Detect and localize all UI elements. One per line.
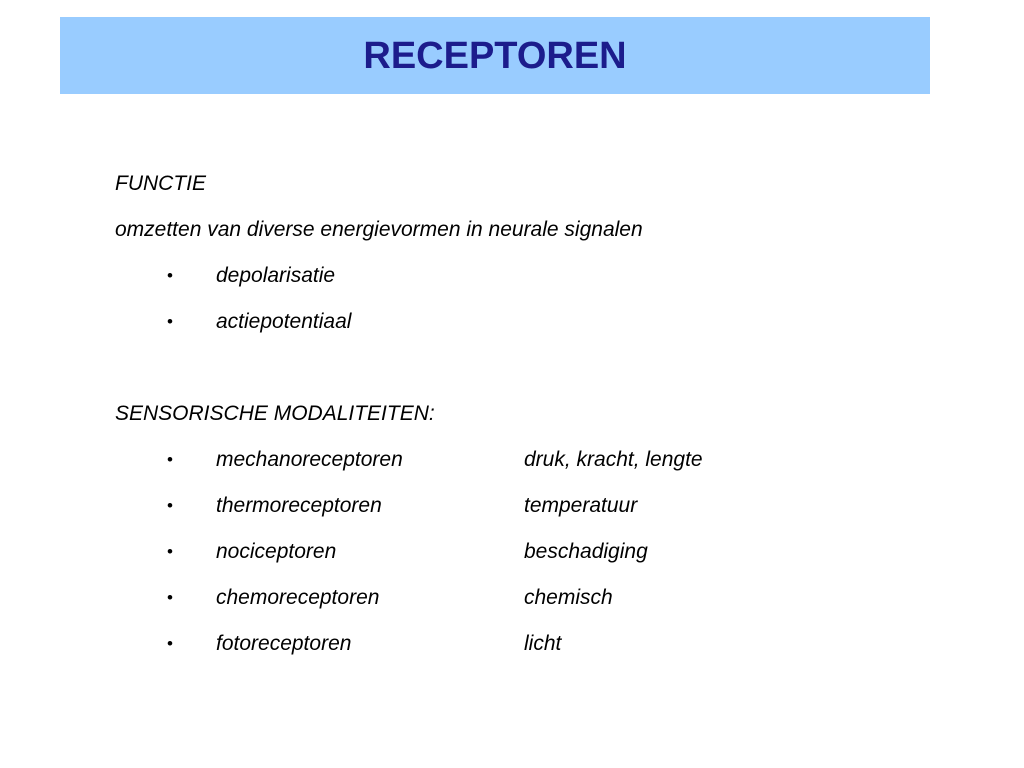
bullet-marker: • — [167, 588, 173, 607]
receptor-name: chemoreceptoren — [216, 586, 380, 609]
functie-item-depolarisatie: depolarisatie — [216, 264, 336, 287]
receptor-name: nociceptoren — [216, 540, 337, 563]
receptor-name: mechanoreceptoren — [216, 448, 403, 471]
bullet-marker: • — [167, 266, 173, 285]
functie-heading: FUNCTIE — [115, 172, 206, 195]
receptor-stimulus: beschadiging — [524, 540, 648, 563]
functie-description: omzetten van diverse energievormen in neurale signalen — [115, 218, 643, 241]
bullet-marker: • — [167, 542, 173, 561]
receptor-stimulus: chemisch — [524, 586, 613, 609]
bullet-marker: • — [167, 634, 173, 653]
bullet-marker: • — [167, 496, 173, 515]
slide-title: RECEPTOREN — [363, 35, 627, 77]
receptor-stimulus: licht — [524, 632, 562, 655]
bullet-marker: • — [167, 450, 173, 469]
modaliteiten-heading: SENSORISCHE MODALITEITEN: — [115, 402, 435, 425]
functie-item-actiepotentiaal: actiepotentiaal — [216, 310, 352, 333]
receptor-stimulus: druk, kracht, lengte — [524, 448, 703, 471]
receptor-name: thermoreceptoren — [216, 494, 382, 517]
receptor-name: fotoreceptoren — [216, 632, 352, 655]
receptor-stimulus: temperatuur — [524, 494, 638, 517]
bullet-marker: • — [167, 312, 173, 331]
